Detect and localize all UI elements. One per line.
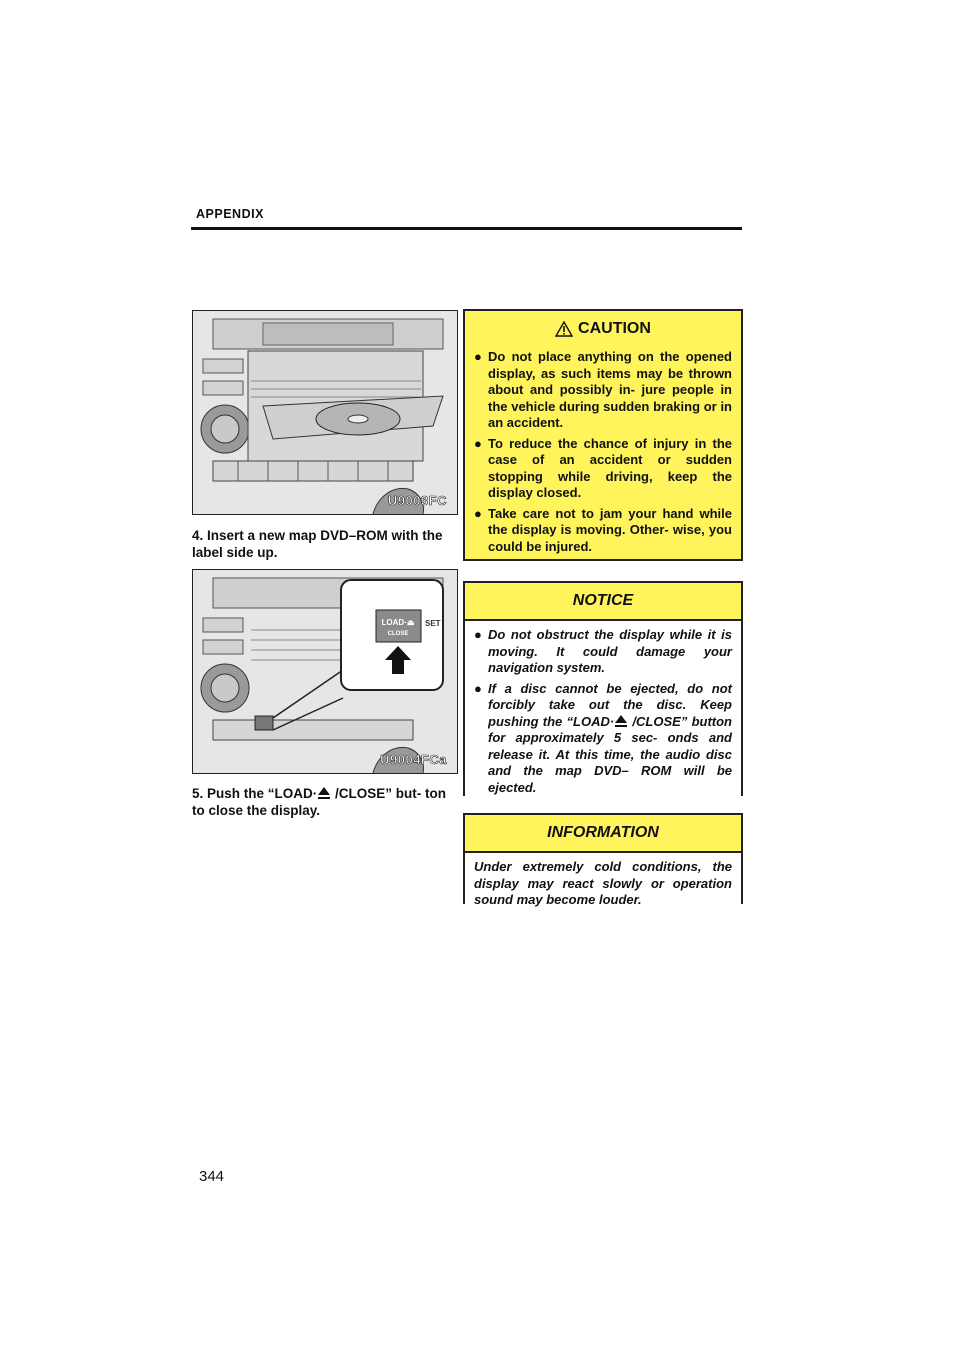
figure-insert-dvd — [192, 310, 458, 515]
figure-code: U9003FC — [387, 493, 447, 508]
header-rule — [191, 227, 742, 230]
bullet-icon: ● — [474, 435, 482, 451]
notice-item-2-after: /CLOSE” button for approximately 5 sec- onds and release it. At this time, the audio disc and the map DVD– ROM will be ejected. — [488, 713, 732, 795]
step-5-text-before: 5. Push the “LOAD· — [192, 786, 318, 801]
caution-item: ● Do not place anything on the opened display, as such items may be thrown about and possibly in- jure people in the vehicle during sudden braking or in an accident. — [474, 349, 732, 430]
bullet-icon: ● — [474, 349, 482, 364]
caution-box — [463, 309, 743, 561]
notice-item — [474, 681, 732, 797]
figure-push-load-close — [192, 569, 458, 774]
caution-header — [465, 311, 741, 347]
caution-item: ● Take care not to jam your hand while the display is moving. Other- wise, you could be injured. — [474, 505, 732, 554]
notice-box — [463, 581, 743, 796]
warning-triangle-icon — [555, 321, 573, 337]
caution-item: ● To reduce the chance of injury in the case of an accident or sudden stopping while driving, keep the display closed. — [474, 435, 732, 500]
step-4-text: 4. Insert a new map DVD–ROM with the label side up. — [192, 528, 443, 560]
figure-code: U9004FCa — [380, 752, 447, 767]
dashboard-button-illustration — [193, 570, 457, 773]
section-label: APPENDIX — [196, 207, 264, 221]
dashboard-disc-illustration — [193, 311, 457, 514]
page-number: 344 — [199, 1168, 225, 1185]
panel-label-set: SET — [425, 619, 441, 628]
bullet-icon: ● — [474, 680, 482, 696]
information-box — [463, 813, 743, 907]
eject-icon — [614, 714, 628, 728]
information-text: Under extremely cold conditions, the display may react slowly or operation sound may become louder. — [465, 853, 741, 915]
information-header — [465, 815, 741, 853]
caution-body — [465, 347, 741, 565]
step-5-text-after: /CLOSE” but- ton to close the display. — [192, 786, 446, 818]
information-title: INFORMATION — [547, 824, 659, 841]
notice-title: NOTICE — [572, 592, 634, 609]
step-5-text — [192, 785, 458, 819]
panel-label-close: CLOSE — [387, 631, 409, 637]
bullet-icon: ● — [474, 505, 482, 521]
caution-title: CAUTION — [578, 320, 651, 337]
notice-item-2-before: If a disc cannot be ejected, do not forcibly take out the disc. Keep pushing the “LOAD· — [488, 680, 732, 729]
panel-label-load: LOAD·⏏ — [381, 618, 415, 627]
bullet-icon: ● — [474, 627, 482, 642]
eject-icon — [317, 786, 331, 800]
notice-body — [465, 621, 741, 806]
notice-item: ● Do not obstruct the display while it is moving. It could damage your navigation system. — [474, 627, 732, 675]
notice-header — [465, 583, 741, 621]
